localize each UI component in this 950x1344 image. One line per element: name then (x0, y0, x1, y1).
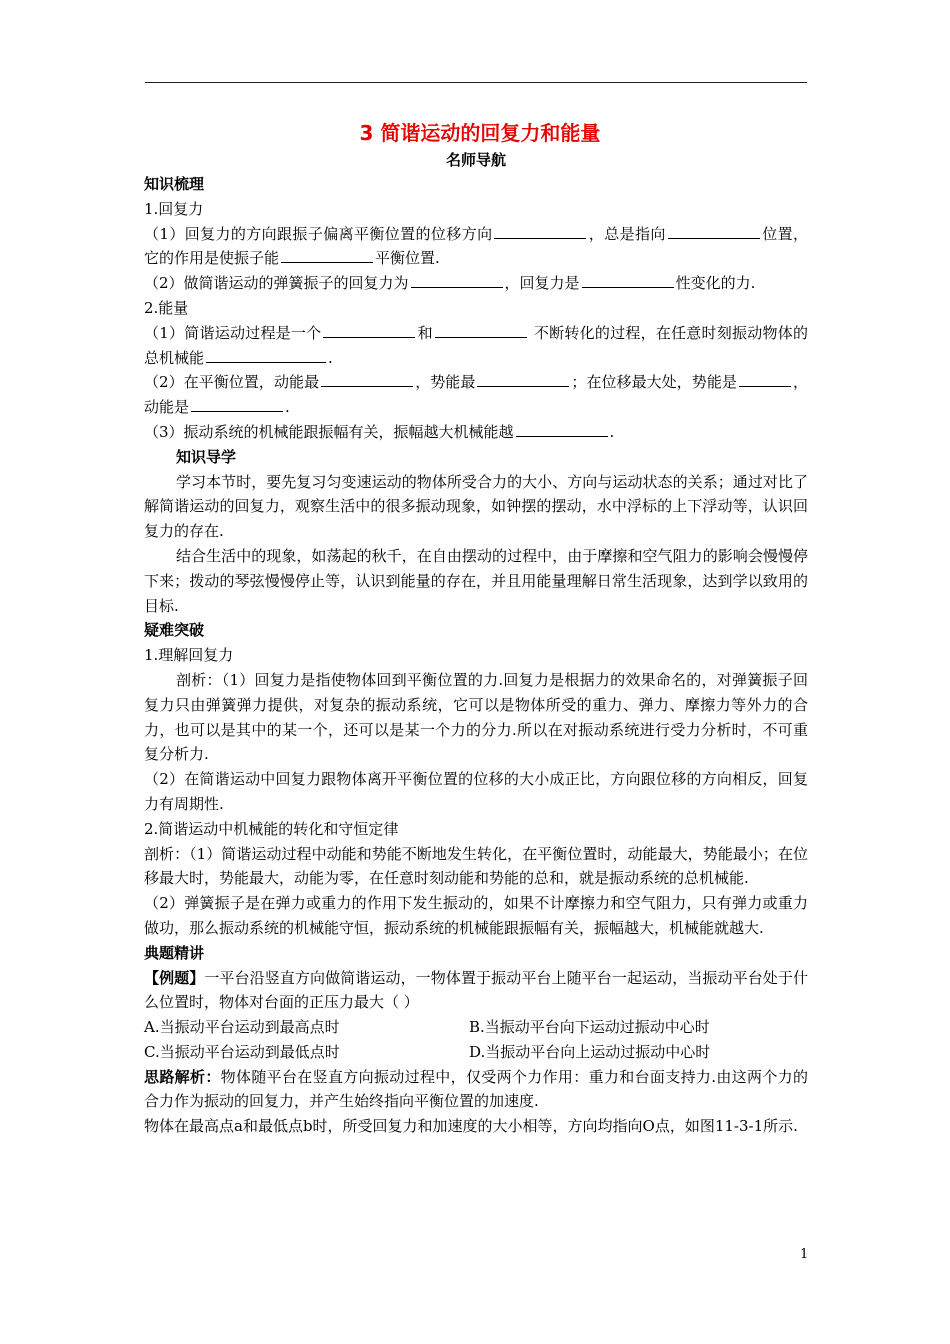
text: 平衡位置. (375, 249, 440, 268)
text: 和 (417, 323, 433, 342)
answer-blank[interactable] (191, 395, 283, 412)
answer-blank[interactable] (582, 271, 674, 288)
option-d: D.当振动平台向上运动过振动中心时 (469, 1042, 711, 1061)
item-title-energy-conservation: 2.简谐运动中机械能的转化和守恒定律 (144, 819, 399, 838)
answer-blank[interactable] (668, 222, 760, 239)
item-title-restoring-force: 1.回复力 (144, 199, 204, 218)
text: ，动能是 (144, 373, 808, 417)
answer-blank[interactable] (739, 370, 791, 387)
section-heading-examples: 典题精讲 (144, 943, 205, 962)
text: ，势能最 (415, 373, 476, 392)
options-row-1 (144, 1015, 808, 1040)
answer-blank[interactable] (323, 321, 415, 338)
header-rule (145, 82, 807, 83)
item-title-energy: 2.能量 (144, 298, 189, 317)
analysis-paragraph-2: （2）在简谐运动中回复力跟物体离开平衡位置的位移的大小成正比，方向跟位移的方向相反，回复力有周期性. (144, 770, 808, 813)
answer-blank[interactable] (435, 321, 527, 338)
text: . (328, 348, 333, 367)
page-number: 1 (800, 1247, 809, 1262)
guide-paragraph-2: 结合生活中的现象，如荡起的秋千，在自由摆动的过程中，由于摩擦和空气阻力的影响会慢慢停下来；拨动的琴弦慢慢停止等，认识到能量的存在，并且用能量理解日常生活现象，达到学以致用的目标. (144, 546, 808, 615)
text: . (285, 398, 290, 417)
answer-blank[interactable] (411, 271, 503, 288)
section-heading-guide: 知识导学 (176, 447, 237, 466)
solution-analysis (144, 1065, 808, 1115)
answer-blank[interactable] (321, 370, 413, 387)
answer-blank[interactable] (494, 222, 586, 239)
text: 位置，它的作用是使振子能 (144, 224, 808, 268)
option-c: C.当振动平台运动到最低点时 (144, 1042, 340, 1061)
solution-continued: 物体在最高点a和最低点b时，所受回复力和加速度的大小相等，方向均指向O点，如图11-3-1所示. (144, 1117, 798, 1136)
example-label: 【例题】 (144, 968, 205, 987)
text: ，总是指向 (588, 224, 666, 243)
answer-blank[interactable] (477, 370, 569, 387)
option-a: A.当振动平台运动到最高点时 (144, 1018, 340, 1037)
fill-paragraph-3 (144, 321, 808, 371)
text: （2）做简谐运动的弹簧振子的回复力为 (144, 274, 409, 293)
answer-blank[interactable] (516, 420, 608, 437)
option-b: B.当振动平台向下运动过振动中心时 (469, 1018, 710, 1037)
options-row-2 (144, 1040, 808, 1065)
fill-paragraph-5 (144, 420, 808, 445)
item-title-understand-force: 1.理解回复力 (144, 646, 234, 665)
analysis-paragraph-4: （2）弹簧振子是在弹力或重力的作用下发生振动的，如果不计摩擦力和空气阻力，只有弹力或重力做功，那么振动系统的机械能守恒，振动系统的机械能跟振幅有关，振幅越大，机械能就越大. (144, 894, 808, 937)
text: . (609, 422, 615, 441)
text: （1）回复力的方向跟振子偏离平衡位置的位移方向 (144, 224, 493, 243)
page-title: 3 简谐运动的回复力和能量 (359, 121, 601, 145)
text: 性变化的力. (675, 274, 756, 293)
fill-paragraph-4 (144, 370, 808, 420)
text: ，回复力是 (504, 274, 580, 293)
answer-blank[interactable] (281, 246, 373, 263)
analysis-paragraph-1: 剖析：（1）回复力是指使物体回到平衡位置的力.回复力是根据力的效果命名的，对弹簧振子回复力只由弹簧弹力提供，对复杂的振动系统，它可以是物体所受的重力、弹力、摩擦力等外力的合力，也可以是其中的某一个，还可以是某一个力的分力.所以在对振动系统进行受力分析时，不可重复分析力. (144, 670, 808, 764)
text: 不断转化的过程，在任意时刻振动物体的总机械能 (144, 323, 808, 367)
section-heading-knowledge: 知识梳理 (144, 175, 205, 193)
text: ；在位移最大处，势能是 (571, 373, 737, 392)
text: （3）振动系统的机械能跟振幅有关，振幅越大机械能越 (144, 422, 514, 441)
example-question (144, 966, 808, 1016)
answer-blank[interactable] (206, 346, 326, 363)
example-text: 一平台沿竖直方向做简谐运动，一物体置于振动平台上随平台一起运动，当振动平台处于什么位置时，物体对台面的正压力最大（ ） (144, 968, 808, 1012)
fill-paragraph-2 (144, 271, 808, 296)
text: （1）简谐运动过程是一个 (144, 323, 322, 342)
analysis-paragraph-3: 剖析：（1）简谐运动过程中动能和势能不断地发生转化，在平衡位置时，动能最大，势能最小；在位移最大时，势能最大，动能为零，在任意时刻动能和势能的总和，就是振动系统的总机械能. (144, 844, 808, 888)
analysis-label: 思路解析： (144, 1067, 221, 1086)
text: （2）在平衡位置，动能最 (144, 373, 320, 392)
document-body (144, 118, 808, 1139)
fill-paragraph-1 (144, 222, 808, 272)
guide-paragraph-1: 学习本节时，要先复习匀变速运动的物体所受合力的大小、方向与运动状态的关系；通过对比了解简谐运动的回复力，观察生活中的很多振动现象，如钟摆的摆动，水中浮标的上下浮动等，认识回复力的存在. (144, 472, 808, 541)
analysis-text: 物体随平台在竖直方向振动过程中，仅受两个力作用：重力和台面支持力.由这两个力的合力作为振动的回复力，并产生始终指向平衡位置的加速度. (144, 1067, 808, 1111)
page-subtitle: 名师导航 (445, 151, 506, 169)
section-heading-difficulties: 疑难突破 (144, 621, 205, 640)
